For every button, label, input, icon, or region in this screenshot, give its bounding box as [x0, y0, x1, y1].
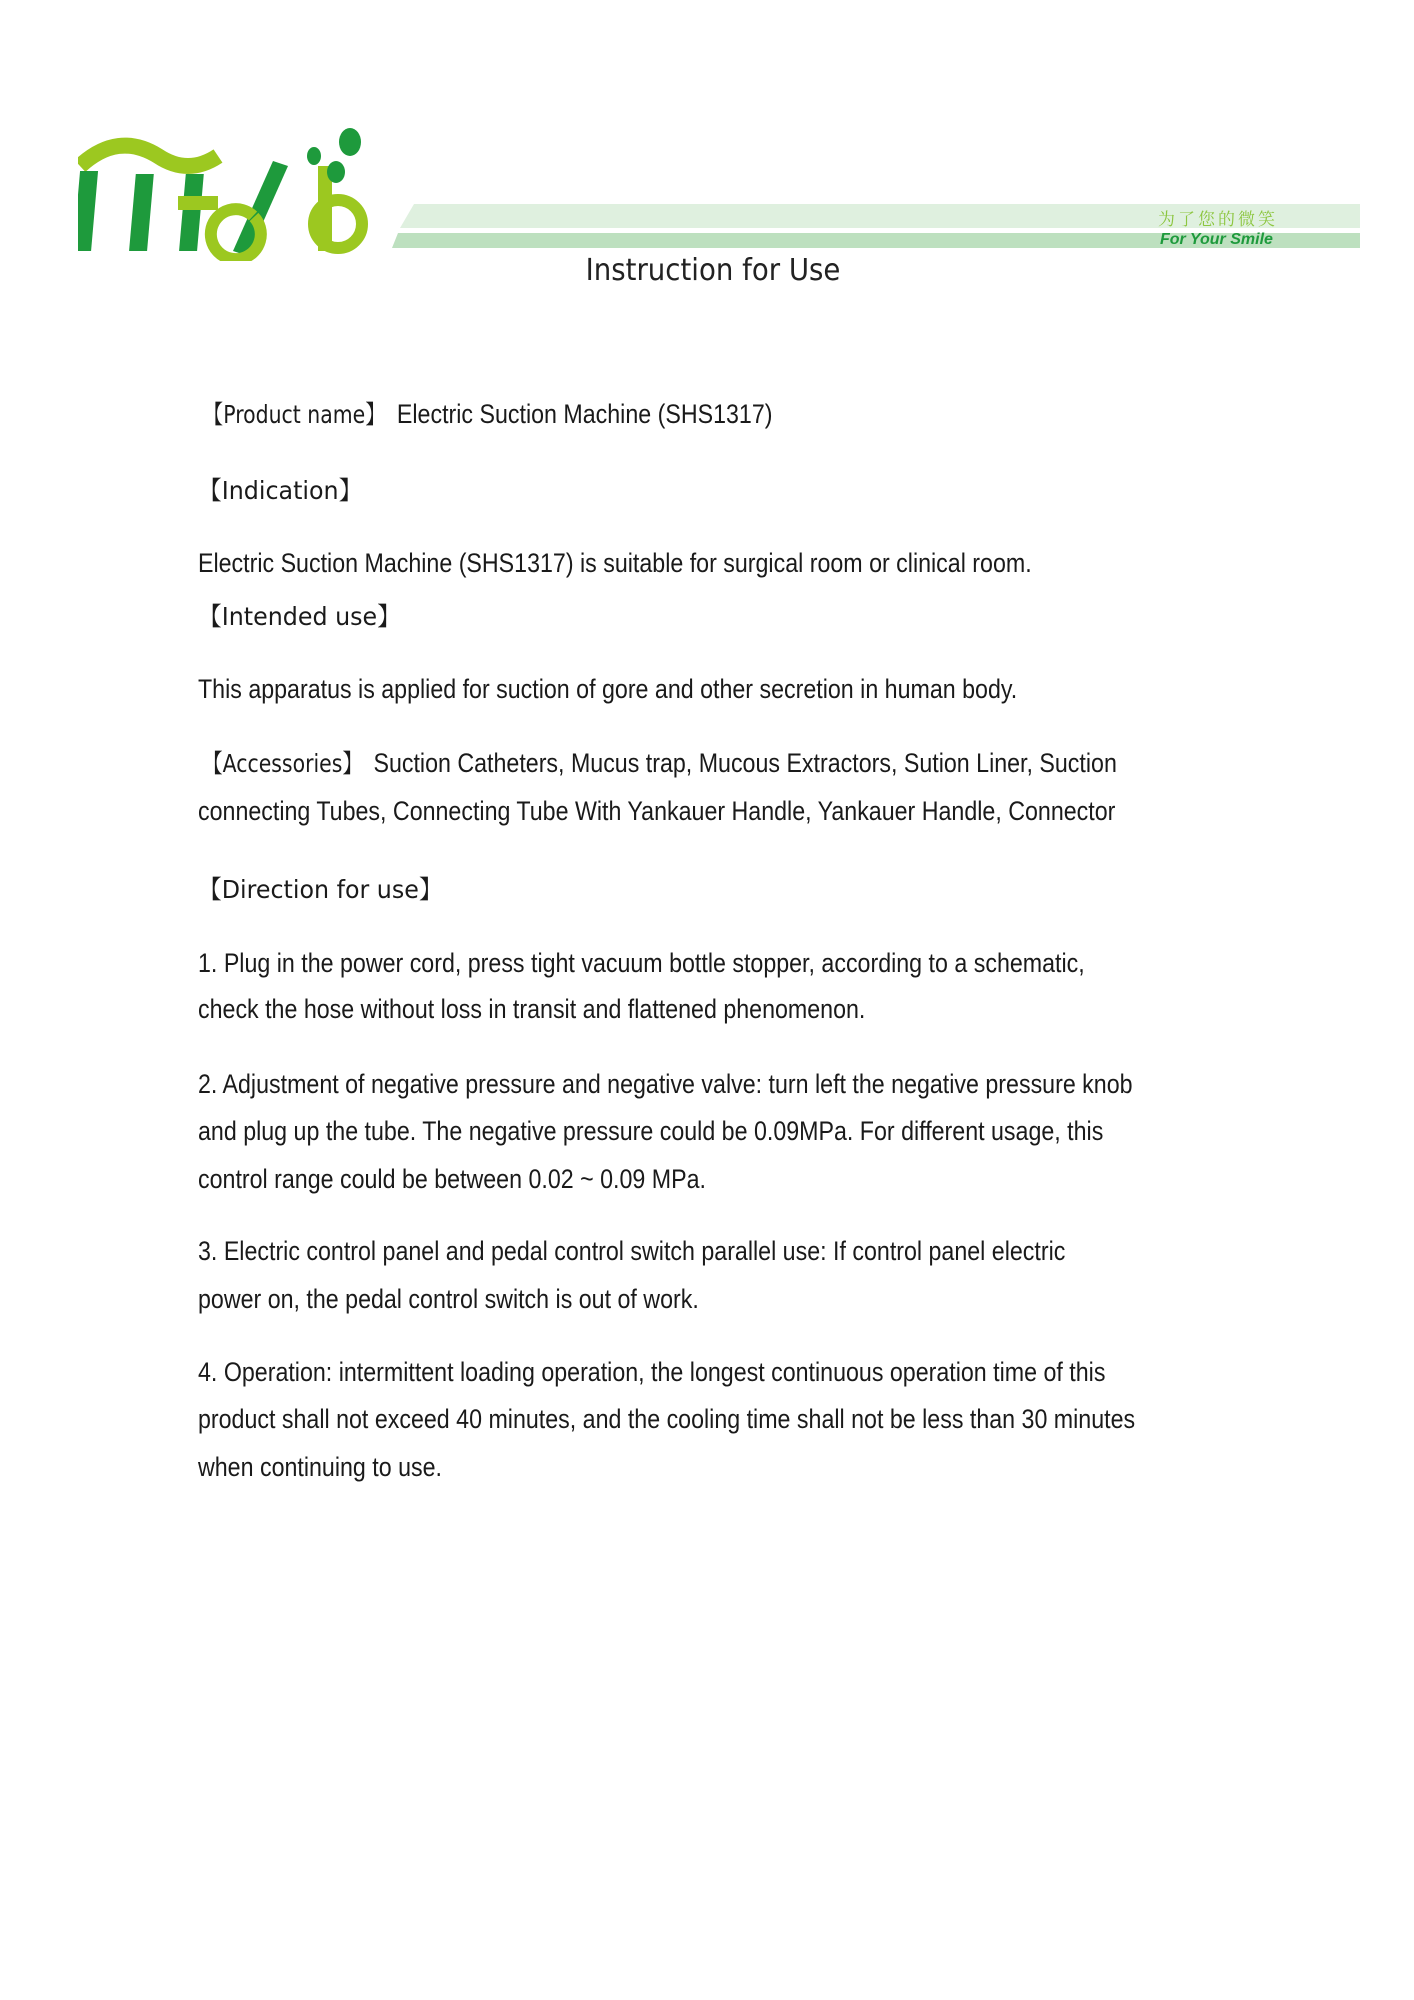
step-1-line-2: check the hose without loss in transit and flattened phenomenon.: [198, 994, 866, 1024]
accessories-line-2: connecting Tubes, Connecting Tube With Yankauer Handle, Yankauer Handle, Connector: [198, 796, 1116, 826]
step-3-line-1: 3. Electric control panel and pedal control switch parallel use: If control panel electric: [198, 1236, 1066, 1266]
slogan-chinese: 为了您的微笑: [1158, 210, 1278, 230]
step-2-line-2: and plug up the tube. The negative pressure could be 0.09MPa. For different usage, this: [198, 1116, 1104, 1146]
product-name-label: 【Product name】: [202, 400, 386, 429]
slogan-english: For Your Smile: [1160, 231, 1273, 248]
indication-heading: 【Indication】: [198, 476, 363, 505]
direction-heading: 【Direction for use】: [198, 875, 443, 904]
step-4-line-2: product shall not exceed 40 minutes, and the cooling time shall not be less than 30 minutes: [198, 1404, 1136, 1434]
step-1-line-1: 1. Plug in the power cord, press tight vacuum bottle stopper, according to a schematic,: [198, 948, 1085, 978]
step-3-line-2: power on, the pedal control switch is out of work.: [198, 1284, 699, 1314]
product-name-value: Electric Suction Machine (SHS1317): [396, 399, 773, 429]
step-2-line-1: 2. Adjustment of negative pressure and negative valve: turn left the negative pressure knob: [198, 1069, 1133, 1099]
intended-use-heading: 【Intended use】: [198, 602, 401, 631]
indication-text: Electric Suction Machine (SHS1317) is suitable for surgical room or clinical room.: [198, 548, 1032, 578]
accessories-text: Suction Catheters, Mucus trap, Mucous Extractors, Sution Liner, Suction: [373, 748, 1117, 778]
mflab-logo: [78, 126, 378, 261]
document-title: Instruction for Use: [585, 253, 841, 288]
step-4-line-3: when continuing to use.: [198, 1452, 442, 1482]
intended-use-text: This apparatus is applied for suction of gore and other secretion in human body.: [198, 674, 1018, 704]
step-2-line-3: control range could be between 0.02 ~ 0.09 MPa.: [198, 1164, 706, 1194]
accessories-line-1: [198, 744, 1117, 780]
product-name-line: [198, 395, 772, 431]
step-4-line-1: 4. Operation: intermittent loading operation, the longest continuous operation time of this: [198, 1357, 1106, 1387]
accessories-label: 【Accessories】: [202, 749, 363, 778]
